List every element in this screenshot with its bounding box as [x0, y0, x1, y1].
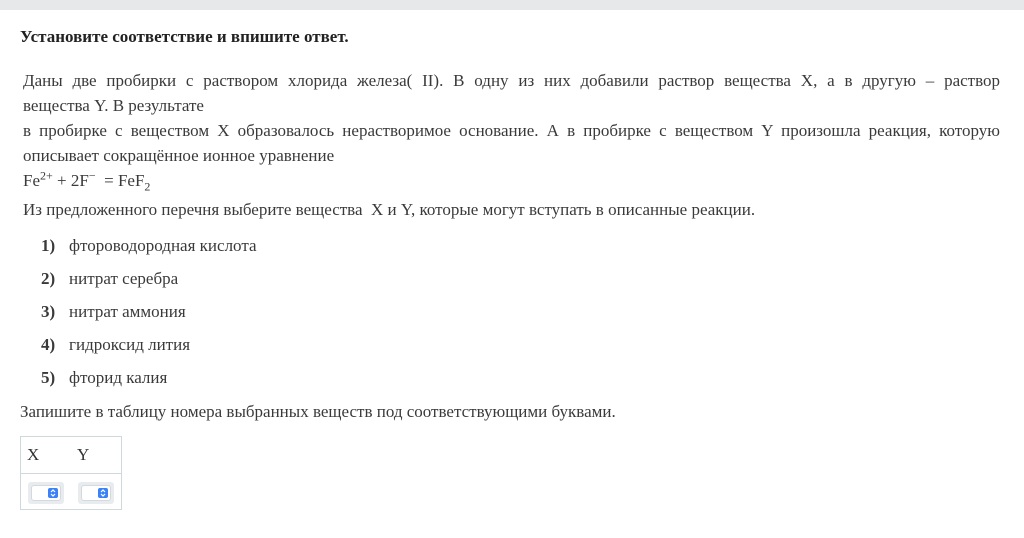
- option-text: нитрат аммония: [69, 302, 186, 321]
- option-number: 2): [41, 269, 56, 288]
- task-text: [23, 68, 1000, 222]
- option-text: фторид калия: [69, 368, 168, 387]
- up-down-chevron-icon[interactable]: [48, 488, 58, 498]
- answer-table: [20, 436, 122, 510]
- answer-prompt: Запишите в таблицу номера выбранных веществ под соответствующими буквами.: [20, 402, 616, 421]
- list-item: [41, 335, 257, 368]
- column-y-header: Y: [77, 445, 90, 464]
- option-text: гидроксид лития: [69, 335, 191, 354]
- up-down-chevron-icon[interactable]: [98, 488, 108, 498]
- x-select-field[interactable]: [31, 485, 61, 501]
- instruction-heading: Установите соответствие и впишите ответ.: [20, 27, 349, 46]
- answer-table-header: [21, 437, 121, 474]
- options-list: [41, 236, 257, 401]
- top-bar: [0, 0, 1024, 10]
- option-number: 5): [41, 368, 56, 387]
- list-item: [41, 302, 257, 335]
- list-item: [41, 236, 257, 269]
- task-line-1: Даны две пробирки с раствором хлорида железа( II). В одну из них добавили раствор вещества X, а в другую – раствор: [23, 71, 1000, 90]
- option-number: 4): [41, 335, 56, 354]
- column-x-header: X: [27, 445, 40, 464]
- list-item: [41, 368, 257, 401]
- option-number: 1): [41, 236, 56, 255]
- eq-fe-charge: 2+: [40, 168, 53, 183]
- option-text: фтороводородная кислота: [69, 236, 257, 255]
- task-line-3: в пробирке с веществом X образовалось нерастворимое основание. А в пробирке с веществом Y произошла реакция, которую: [23, 121, 1000, 140]
- x-answer-select[interactable]: [28, 482, 64, 504]
- eq-subscript: 2: [144, 179, 151, 194]
- list-item: [41, 269, 257, 302]
- y-answer-select[interactable]: [78, 482, 114, 504]
- ionic-equation: [23, 168, 1000, 193]
- eq-fe: Fe: [23, 171, 40, 190]
- eq-f-charge: −: [88, 168, 96, 183]
- task-question: Из предложенного перечня выберите вещества X и Y, которые могут вступать в описанные реакции.: [23, 200, 756, 219]
- eq-equals: = FeF: [95, 171, 145, 190]
- answer-table-row: [21, 474, 121, 511]
- task-line-2: вещества Y. В результате: [23, 96, 204, 115]
- option-number: 3): [41, 302, 56, 321]
- option-text: нитрат серебра: [69, 269, 179, 288]
- eq-plus: + 2F: [52, 171, 89, 190]
- task-line-4: описывает сокращённое ионное уравнение: [23, 146, 335, 165]
- y-select-field[interactable]: [81, 485, 111, 501]
